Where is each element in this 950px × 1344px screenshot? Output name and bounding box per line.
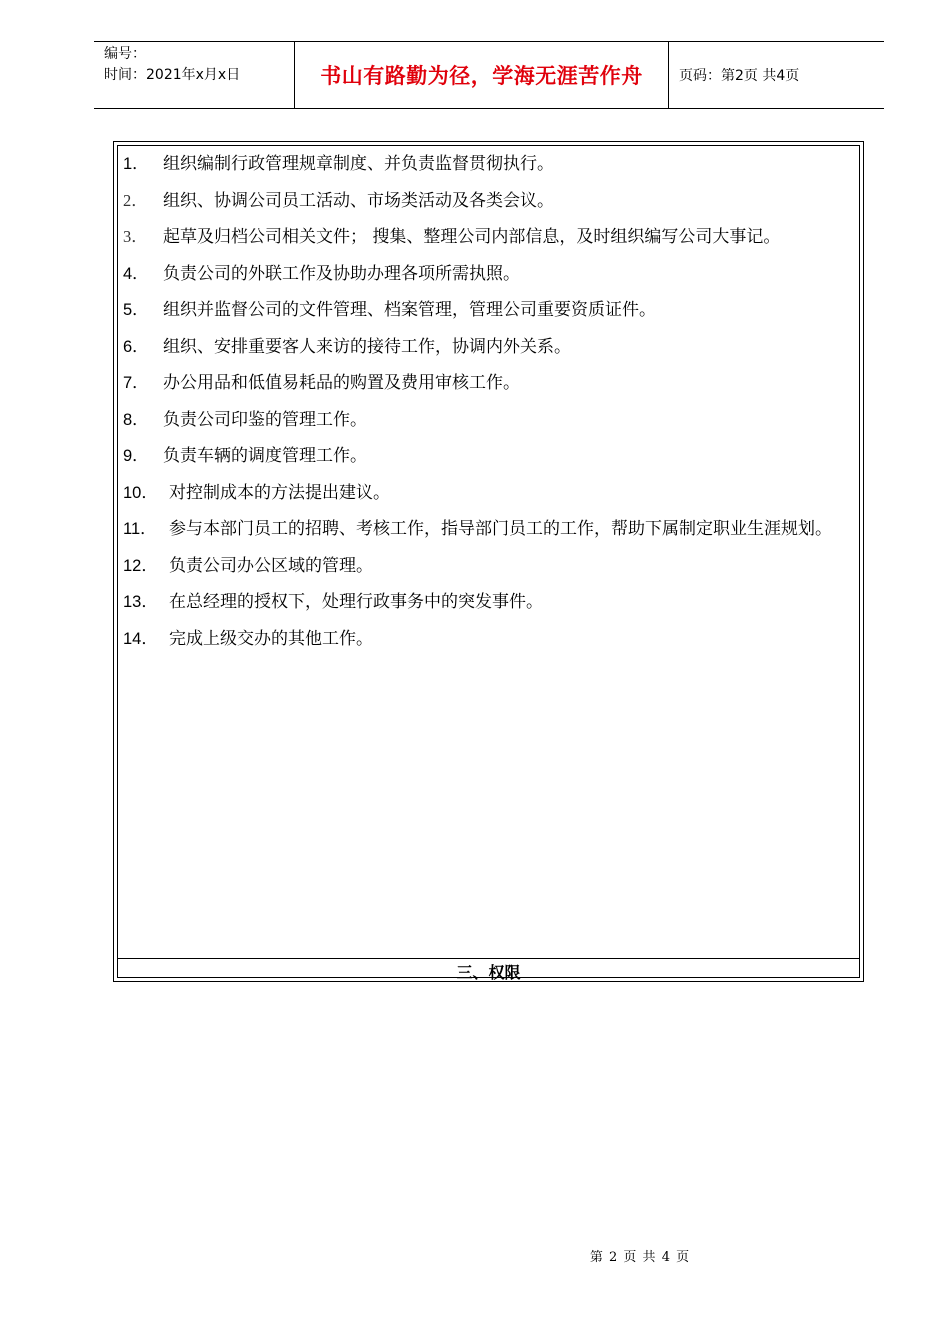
list-item [123,402,851,439]
serial-number-label: 编号： [104,46,146,62]
list-item [123,438,851,475]
item-text: 组织编制行政管理规章制度、并负责监督贯彻执行。 [163,154,554,174]
list-item [123,475,851,512]
item-number: 5． [123,301,149,319]
list-item [123,621,851,658]
list-item [123,584,851,621]
item-number: 10． [123,483,158,502]
time-label: 时间：2021年x月x日 [104,67,241,83]
item-number: 9． [123,447,149,465]
item-text: 在总经理的授权下，处理行政事务中的突发事件。 [169,592,543,612]
item-text: 负责公司印鉴的管理工作。 [163,409,367,430]
item-number: 2． [123,190,148,210]
item-text: 组织、协调公司员工活动、市场类活动及各类会议。 [163,190,554,211]
item-number: 12． [123,556,158,575]
list-item [123,183,851,220]
page-number-label: 页码：第2页 共4页 [679,68,800,84]
item-number: 1． [123,155,149,173]
section-title: 三、权限 [456,963,521,982]
list-item [123,219,851,256]
list-item [123,511,851,548]
item-text: 完成上级交办的其他工作。 [169,628,373,649]
list-item [123,329,851,366]
item-text: 办公用品和低值易耗品的购置及费用审核工作。 [163,373,520,393]
duties-table [113,141,864,982]
duties-table-inner [117,145,860,982]
item-text: 负责车辆的调度管理工作。 [163,446,367,466]
list-item [123,365,851,402]
item-number: 14． [123,629,158,648]
item-number: 4． [123,264,149,283]
item-text: 对控制成本的方法提出建议。 [169,482,390,503]
item-text: 起草及归档公司相关文件； 搜集、整理公司内部信息，及时组织编写公司大事记。 [163,227,781,247]
item-number: 13． [123,593,158,611]
item-text: 负责公司办公区域的管理。 [169,555,373,576]
list-item [123,292,851,329]
header-motto-cell [295,42,669,108]
item-number: 8． [123,410,149,429]
motto-text: 书山有路勤为径，学海无涯苦作舟 [320,63,643,88]
header-meta-cell [94,42,295,108]
item-text: 负责公司的外联工作及协助办理各项所需执照。 [163,263,520,284]
header-page-cell [669,42,884,108]
item-text: 参与本部门员工的招聘、考核工作，指导部门员工的工作，帮助下属制定职业生涯规划。 [169,519,832,539]
item-text: 组织、安排重要客人来访的接待工作，协调内外关系。 [163,336,571,357]
page-header [94,41,884,109]
page-footer: 第 2 页 共 4 页 [589,1250,691,1265]
list-item [123,548,851,585]
duties-list [123,146,851,657]
item-number: 7． [123,374,149,392]
item-number: 6． [123,337,149,356]
section-divider [118,958,859,959]
list-item [123,146,851,183]
item-text: 组织并监督公司的文件管理、档案管理，管理公司重要资质证件。 [163,300,656,320]
item-number: 11． [123,520,157,538]
item-number: 3． [123,227,148,246]
list-item [123,256,851,293]
